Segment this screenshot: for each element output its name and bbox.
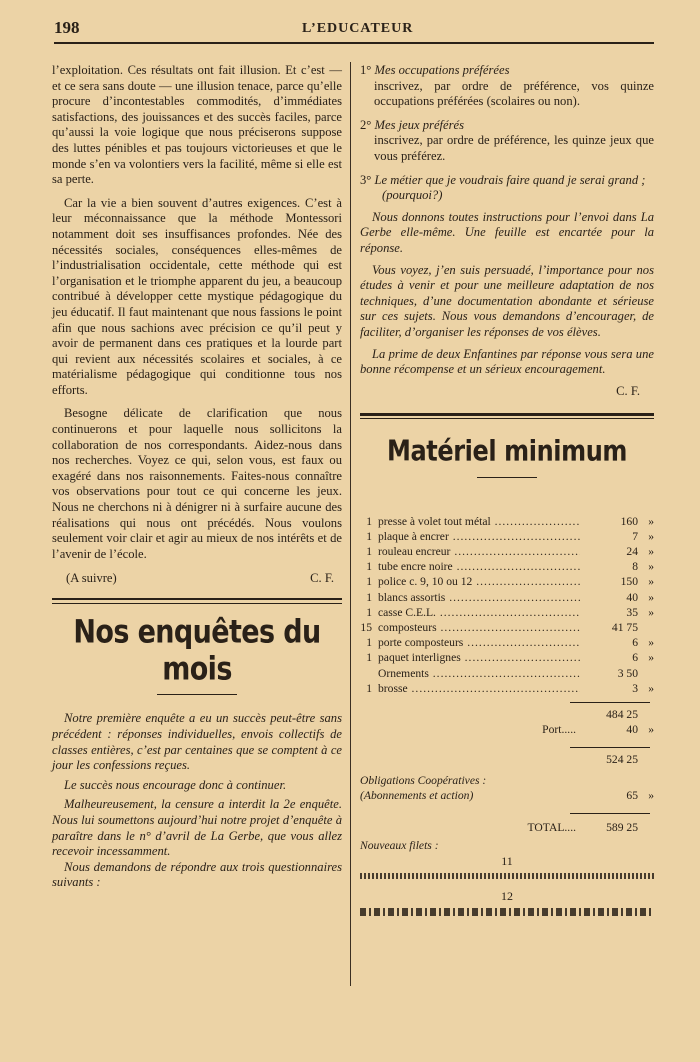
materiel-price: 6	[580, 635, 638, 650]
page-header	[54, 18, 654, 44]
left-column	[52, 63, 342, 891]
materiel-row	[360, 559, 654, 574]
materiel-label: composteurs .....	[372, 620, 580, 635]
materiel-row	[360, 574, 654, 589]
port-label: Port	[542, 722, 562, 736]
materiel-label: paquet interlignes .....	[372, 650, 580, 665]
materiel-row	[360, 529, 654, 544]
question-title: Mes occupations préférées	[374, 63, 510, 77]
materiel-qty: 1	[366, 636, 372, 650]
materiel-qty: 1	[366, 514, 372, 528]
total-rule	[570, 813, 650, 814]
obligations-unit: »	[648, 788, 654, 802]
materiel-price: 35	[580, 605, 638, 620]
materiel-unit: »	[648, 651, 654, 665]
enquete-paragraph-2: Le succès nous encourage donc à continuer.	[64, 777, 287, 792]
subtotal2-amount: 524 25	[606, 752, 638, 766]
article-signature: C. F.	[310, 571, 334, 586]
questionnaire-3	[360, 173, 654, 204]
right-column	[360, 63, 654, 916]
materiel-price: 150	[580, 574, 638, 589]
materiel-price: 6	[580, 650, 638, 665]
question-title: Le métier que je voudrais faire quand je serai grand ; (pourquoi?)	[374, 172, 646, 203]
closing-paragraph-1: Nous donnons toutes instructions pour l’envoi dans La Gerbe elle-même. Une feuille est encartée pour la réponse.	[360, 209, 654, 255]
article-footer	[52, 570, 342, 586]
materiel-label: plaque à encrer .....	[372, 529, 580, 544]
materiel-unit: »	[648, 560, 654, 574]
materiel-qty: 1	[366, 651, 372, 665]
article-paragraph-2: Car la vie a bien souvent d’autres exigences. C’est à leur méconnaissance que la méthode Montessori notamment doit ses insuffisances profondes. Née des nécessités sociales, conséquences elles-mêmes de l’industrialisation occidentale, cette méthode qui est l’organisation et le triomphe apparent du jeu, a beaucoup contribué à développer cette mystique pédagogique du jeu éducatif. Il faut maintenant que nous fassions le point afin que nous sachions avec précision ce qu’il peut y avoir de permanent dans ces pratiques et la lourde part qui revient aux nécessités scolaires et sociales, à ce matérialisme pédagogique qui conditionne tous nos efforts.	[52, 195, 342, 397]
question-number: 2°	[360, 117, 372, 132]
materiel-label: brosse .....	[372, 681, 580, 696]
materiel-unit: »	[648, 514, 654, 528]
section-rule	[52, 598, 342, 604]
total-line	[360, 820, 654, 835]
to-follow-note: (A suivre)	[66, 571, 117, 586]
subtotal2-rule	[570, 747, 650, 748]
enquete-paragraph-1: Notre première enquête a eu un succès peut-être sans précédent : réponses individuelles, envois collectifs de classes entières, c’est par centaines que se comptent à ce jour les confessions reçues.	[52, 711, 342, 773]
question-body: inscrivez, par ordre de préférence, vos quinze occupations préférées (scolaires ou non).	[374, 78, 654, 109]
materiel-unit: »	[648, 605, 654, 619]
page-number: 198	[54, 18, 80, 37]
column-divider	[350, 62, 351, 986]
subtotal-amount: 484 25	[606, 707, 638, 721]
materiel-row	[360, 635, 654, 650]
materiel-label: Ornements .....	[372, 666, 580, 681]
materiel-row	[360, 620, 654, 635]
materiel-price: 3 50	[580, 666, 638, 681]
question-number: 3°	[360, 172, 372, 187]
materiel-price: 41 75	[580, 620, 638, 635]
materiel-row	[360, 514, 654, 529]
obligations-label: Obligations Coopératives : (Abonnements et action)	[360, 773, 487, 802]
materiel-label: porte composteurs .....	[372, 635, 580, 650]
header-rule	[54, 42, 654, 44]
port-amount: 40	[626, 722, 638, 736]
total-amount: 589 25	[606, 820, 638, 834]
materiel-row	[360, 590, 654, 605]
filets-label: Nouveaux filets :	[360, 838, 439, 852]
port-line: Port..... 40 »	[542, 722, 654, 736]
materiel-label: presse à volet tout métal .....	[372, 514, 580, 529]
materiel-row	[360, 544, 654, 559]
article-paragraph-1: l’exploitation. Ces résultats ont fait illusion. Et c’est — et ce sera sans doute — une illusion tenace, parce qu’elle procure d’incontestables commodités, d’immédiates satisfactions, des jouissances et des succès faciles, parce qu’aussi la voie logique que nous préciserons suppose des luttes pénibles et pas toujours victorieuses et que le monde s’en va volontiers vers la facilité, même si elle est sa perte.	[52, 63, 342, 187]
materiel-price: 3	[580, 681, 638, 696]
question-title: Mes jeux préférés	[374, 117, 465, 132]
title-underline	[477, 477, 537, 478]
materiel-unit: »	[648, 529, 654, 543]
materiel-qty: 1	[366, 545, 372, 559]
materiel-price: 24	[580, 544, 638, 559]
materiel-label: rouleau encreur .....	[372, 544, 580, 559]
section-title-enquetes: Nos enquêtes du mois	[73, 614, 321, 688]
journal-title: L’EDUCATEUR	[302, 21, 414, 36]
subtotal-line	[360, 707, 654, 722]
materiel-row	[360, 650, 654, 665]
materiel-qty: 15	[360, 621, 372, 634]
question-body: inscrivez, par ordre de préférence, les quinze jeux que vous préférez.	[374, 133, 654, 163]
section-rule-materiel	[360, 413, 654, 419]
materiel-row	[360, 605, 654, 620]
materiel-qty: 1	[366, 575, 372, 589]
port-unit: »	[648, 722, 654, 736]
materiel-qty: 1	[366, 529, 372, 543]
materiel-unit: »	[648, 590, 654, 604]
materiel-unit: »	[648, 681, 654, 695]
filet-number-12: 12	[501, 888, 513, 903]
materiel-unit: »	[648, 575, 654, 589]
materiel-row	[360, 666, 654, 681]
article-paragraph-3: Besogne délicate de clarification que nous continuerons et pour laquelle nous sollicitons la collaboration de nos correspondants. Aidez-nous dans nos recherches. Voyez ce qui, selon vous, est faux ou exagéré dans nos raisonnements. Faites-nous connaître vos observations pour tout ce qui concerne les jeux. Nous ne cherchons ni à dénigrer ni à surfaire aucune des réalisations qui nous ont précédés. Nous voulons seulement voir clair et agir au mieux de nos intérêts et de l’avenir de l’école.	[52, 406, 342, 561]
closing-signature: C. F.	[616, 383, 640, 398]
materiel-label: police c. 9, 10 ou 12 .....	[372, 574, 580, 589]
materiel-label: tube encre noire .....	[372, 559, 580, 574]
question-number: 1°	[360, 63, 372, 77]
materiel-unit: »	[648, 636, 654, 650]
materiel-qty: 1	[366, 590, 372, 604]
section-title-materiel: Matériel minimum	[387, 433, 627, 468]
filet-number-11: 11	[501, 853, 513, 868]
materiel-price: 7	[580, 529, 638, 544]
materiel-qty: 1	[366, 605, 372, 619]
subtotal2-line	[360, 752, 654, 767]
materiel-unit: »	[648, 545, 654, 559]
filet-sample-12	[360, 908, 654, 916]
enquete-paragraph-4: Nous demandons de répondre aux trois questionnaires suivants :	[52, 859, 342, 890]
materiel-list	[360, 514, 654, 696]
materiel-qty: 1	[366, 560, 372, 574]
obligations-line	[360, 773, 654, 803]
questionnaire-1	[360, 63, 654, 110]
materiel-qty: 1	[366, 681, 372, 695]
questionnaire-2	[360, 118, 654, 165]
subtotal-rule	[570, 702, 650, 703]
materiel-price: 40	[580, 590, 638, 605]
materiel-price: 8	[580, 559, 638, 574]
enquete-paragraph-3: Malheureusement, la censure a interdit la 2e enquête. Nous lui soumettons aujourd’hui notre projet d’enquête à paraître dans le n° d’avril de La Gerbe, que vous allez recevoir incessamment.	[52, 797, 342, 859]
materiel-label: casse C.E.L. .....	[372, 605, 580, 620]
closing-paragraph-2: Vous voyez, j’en suis persuadé, l’importance pour nos études à venir et pour une meilleure adaptation de nos techniques, d’une documentation abondante et sérieuse sur ces sujets. Nous vous demandons d’encourager, de faciliter, d’organiser les réponses de vos élèves.	[360, 262, 654, 339]
materiel-row	[360, 681, 654, 696]
filet-sample-11	[360, 873, 654, 879]
total-label: TOTAL....	[527, 820, 576, 834]
materiel-label: blancs assortis .....	[372, 590, 580, 605]
materiel-price: 160	[580, 514, 638, 529]
obligations-amount: 65	[626, 788, 638, 802]
closing-paragraph-3: La prime de deux Enfantines par réponse vous sera une bonne récompense et un sérieux encouragement.	[360, 346, 654, 377]
